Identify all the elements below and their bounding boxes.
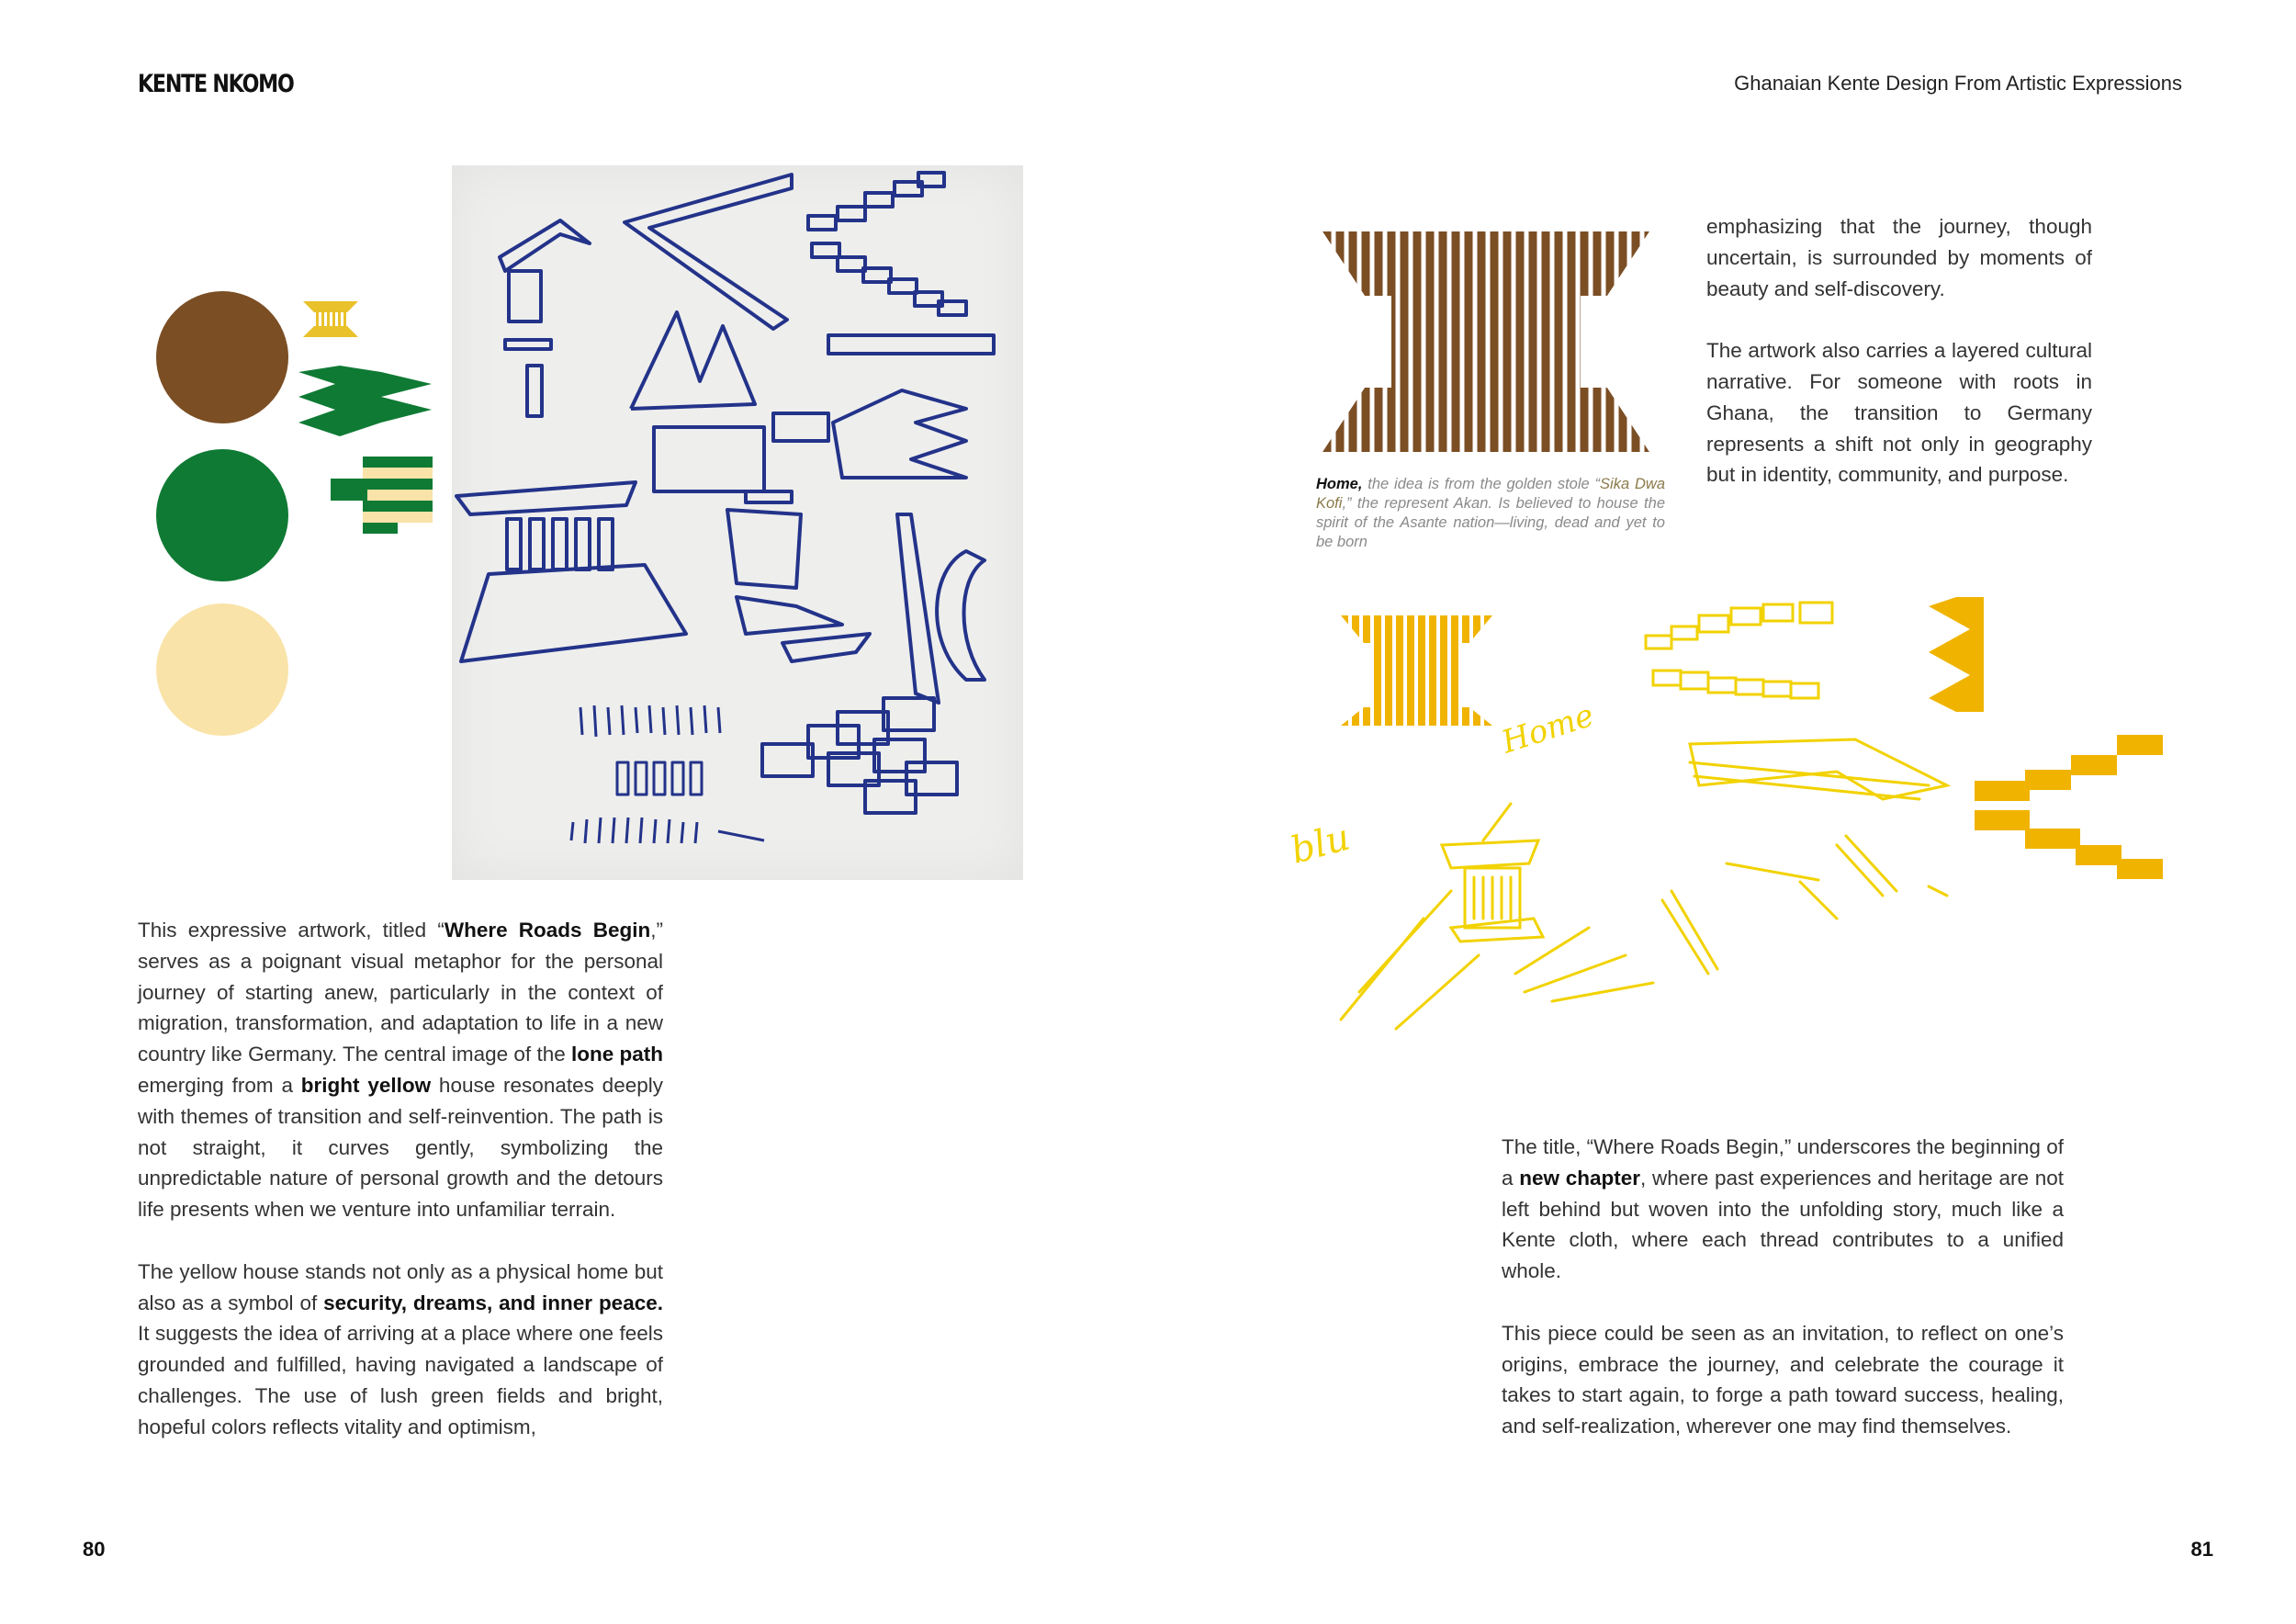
blue-ink-sketches [452,165,1023,880]
palette-brown-circle [156,291,288,423]
scribble-handwriting: blu [1286,816,1355,873]
figure-caption: Home, the idea is from the golden stole “Sika Dwa Kofi,” the represent Akan. Is believed to house the spirit of the Asante nation—living, dead and yet to be born [1316,476,1665,550]
right-top-paragraph-1: emphasizing that the journey, though uncertain, is surrounded by moments of beauty and self-discovery. [1706,215,2092,300]
green-zigzag-motif [298,366,432,436]
right-page-number: 81 [2190,1538,2213,1561]
right-bottom-paragraph-1: The title, “Where Roads Begin,” underscores the beginning of a new chapter, where past experiences and heritage are not left behind but woven into the unfolding story, much like a Kente cloth, where each thread contributes to a unified whole. [1502,1135,2064,1283]
running-title: Ghanaian Kente Design From Artistic Expressions [1734,72,2182,95]
right-top-text [1706,211,2092,522]
palette-cream-circle [156,603,288,736]
left-paragraph-1: This expressive artwork, titled “Where Roads Begin,” serves as a poignant visual metaphor for the personal journey of starting anew, particularly in the context of migration, transformation, and adaptation to life in a new country like Germany. The central image of the lone path emerging from a bright yellow house resonates deeply with themes of transition and self-reinvention. The path is not straight, it curves gently, symbolizing the unpredictable nature of personal growth and the detours life presents when we venture into unfamiliar terrain. [138,919,663,1222]
yellow-zigzag-motif [1929,597,1984,712]
yellow-steps-motif [1975,735,2163,879]
green-cream-steps-motif [331,457,433,534]
yellow-sketch-composition [1286,588,2204,1038]
yellow-stole-motif-right [1341,615,1492,726]
left-paragraph-2: The yellow house stands not only as a physical home but also as a symbol of security, dreams, and inner peace. It suggests the idea of arriving at a place where one feels grounded and fulfilled, having navigated a landscape of challenges. The use of lush green fields and bright, hopeful colors reflects vitality and optimism, [138,1259,663,1438]
yellow-stole-motif [303,301,358,337]
home-handwriting: Home [1497,696,1599,761]
blue-stole-sketch [571,705,764,843]
palette-green-circle [156,449,288,581]
right-bottom-text [1502,1132,2064,1473]
sketch-photo [452,165,1023,880]
left-body-text [138,915,663,1473]
brown-stole-motif [1322,231,1649,452]
brand-logo: KENTE NKOMO [138,70,294,98]
color-palette-motifs [147,285,441,744]
right-bottom-paragraph-2: This piece could be seen as an invitation, to reflect on one’s origins, embrace the journey, and celebrate the courage it takes to start again, to forge a path toward success, healing, and self-realization, wherever one may find themselves. [1502,1321,2064,1438]
left-page-number: 80 [83,1538,106,1561]
right-top-paragraph-2: The artwork also carries a layered cultural narrative. For someone with roots in Ghana, the transition to Germany represents a shift not only in geography but in identity, community, and purpose. [1706,339,2092,487]
